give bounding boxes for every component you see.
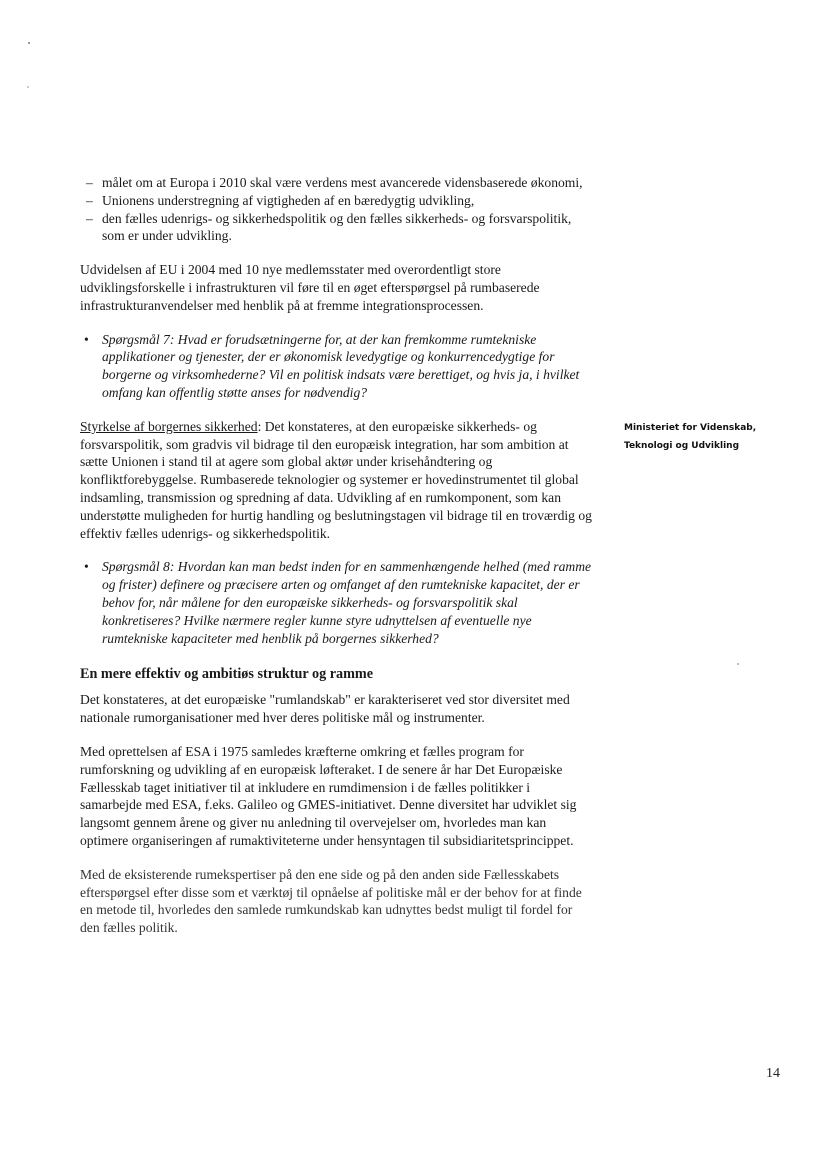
paragraph-security — [80, 418, 592, 543]
dash-marker: – — [86, 192, 93, 208]
question-7-text: Spørgsmål 7: Hvad er forudsætningerne for, at der kan fremkomme rumtekniske applikationer og tjenester, der er økonomisk levedygtige og konkurrencedygtige for borgerne og virksomhederne? Vil en politisk indsats være berettiget, og hvis ja, i hvilket omfang kan offentlig støtte anses for nødvendig? — [102, 331, 580, 400]
question-7 — [80, 331, 592, 402]
ministry-sidebar — [624, 419, 814, 455]
question-8 — [80, 558, 592, 647]
dash-item — [80, 192, 592, 210]
dash-item-text: Unionens understregning af vigtigheden af en bæredygtig udvikling, — [102, 192, 475, 208]
paragraph-ekspertiser: Med de eksisterende rumekspertiser på den ene side og på den anden side Fællesskabets efterspørgsel efter disse som et værktøj til opnåelse af politiske mål er der behov for at finde en metode til, hvorledes den samlede rumkundskab kan udnyttes bedst muligt til fordel for den fælles politik. — [80, 866, 582, 936]
question-8-text: Spørgsmål 8: Hvordan kan man bedst inden for en sammenhængende helhed (med ramme og frister) definere og præcisere arten og omfanget af den rumtekniske kapacitet, der er behov for, når målene for den europæiske sikkerheds- og forsvarspolitik skal konkretiseres? Hvilke nærmere regler kunne styre udnyttelsen af eventuelle nye rumtekniske kapaciteter med henblik på borgernes sikkerhed? — [102, 559, 592, 646]
page-number: 14 — [766, 1066, 780, 1081]
ministry-line-1: Ministeriet for Videnskab, — [624, 423, 757, 433]
paragraph-esa: Med oprettelsen af ESA i 1975 samledes kræfterne omkring et fælles program for rumforskning og udvikling af en europæisk løfteraket. I de senere år har Det Europæiske Fællesskab taget initiativer til at inkludere en rumdimension i de fælles politikker i samarbejde med ESA, f.eks. Galileo og GMES-initiativet. Denne diversitet har udviklet sig langsomt gennem årene og giver nu anledning til overvejelser om, hvorledes man kan optimere organiseringen af rumaktiviteterne under hensyntagen til subsidiaritetsprincippet. — [80, 743, 577, 848]
dash-item — [80, 174, 592, 192]
scan-speck — [28, 42, 30, 44]
bullet-marker: • — [84, 331, 89, 347]
ministry-line-2: Teknologi og Udvikling — [624, 441, 740, 451]
dash-marker: – — [86, 175, 93, 190]
dash-item-text: målet om at Europa i 2010 skal være verdens mest avancerede vidensbaserede økonomi, — [102, 175, 583, 190]
main-text-column — [80, 174, 592, 953]
scan-speck — [27, 86, 29, 88]
dash-item-text: den fælles udenrigs- og sikkerhedspolitik og den fælles sikkerheds- og forsvarspolitik, som er under udvikling. — [102, 210, 572, 244]
paragraph-udvidelsen: Udvidelsen af EU i 2004 med 10 nye medlemsstater med overordentligt store udviklingsforskelle i infrastrukturen vil føre til en øget efterspørgsel på rumbaserede infrastrukturanvendelser med henblik på at fremme integrationsprocessen. — [80, 262, 540, 313]
scan-speck — [737, 663, 739, 665]
dash-marker: – — [86, 210, 93, 226]
security-heading: Styrkelse af borgernes sikkerhed — [80, 418, 258, 434]
section-heading: En mere effektiv og ambitiøs struktur og ramme — [80, 666, 374, 683]
dash-list — [80, 174, 592, 245]
paragraph-konstateres: Det konstateres, at det europæiske "rumlandskab" er karakteriseret ved stor diversitet med nationale rumorganisationer med hver deres politiske mål og instrumenter. — [80, 692, 570, 726]
security-body: : Det konstateres, at den europæiske sikkerheds- og forsvarspolitik, som gradvis vil bidrage til den europæisk integration, har som ambition at sætte Unionen i stand til at agere som global aktør under krisehåndtering og konfliktforebyggelse. Rumbaserede teknologier og systemer er hovedinstrumentet til global indsamling, transmission og spredning af data. Udvikling af en rumkomponent, som kan understøtte muligheden for hurtig handling og beslutningstagen vil bidrage til en troværdig og effektiv fælles udenrigs- og sikkerhedspolitik. — [80, 418, 592, 541]
bullet-marker: • — [84, 559, 89, 575]
dash-item — [80, 210, 592, 246]
